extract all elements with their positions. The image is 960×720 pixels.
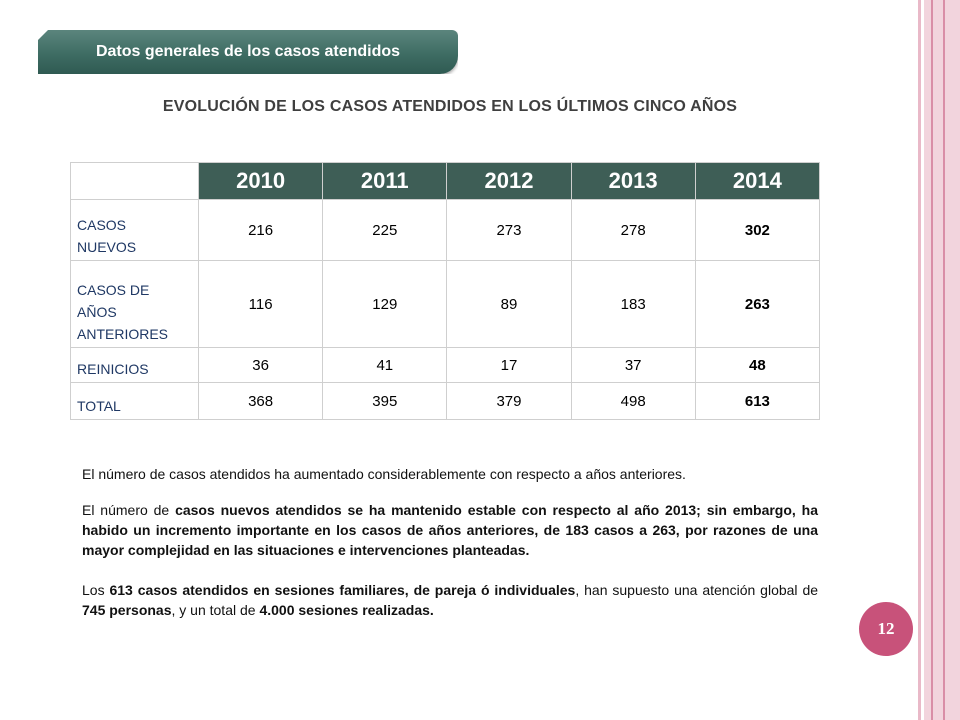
table-cell: 225 <box>323 200 447 261</box>
table-cell: 129 <box>323 261 447 348</box>
table-cell: 183 <box>571 261 695 348</box>
paragraph-totals: Los 613 casos atendidos en sesiones familiares, de pareja ó individuales, han supuesto una atención global de 745 personas, y un total de 4.000 sesiones realizadas. <box>82 582 819 618</box>
cases-table <box>70 162 820 420</box>
right-border-line <box>918 0 921 720</box>
table-cell: 368 <box>199 383 323 420</box>
right-border-line <box>943 0 945 720</box>
table-cell: 116 <box>199 261 323 348</box>
table-cell: 613 <box>695 383 819 420</box>
slide-title: EVOLUCIÓN DE LOS CASOS ATENDIDOS EN LOS ÚLTIMOS CINCO AÑOS <box>162 98 738 115</box>
table-cell: 216 <box>199 200 323 261</box>
table-row <box>71 261 820 348</box>
page-number-badge: 12 <box>859 602 913 656</box>
year-header: 2010 <box>199 163 323 200</box>
table-row <box>71 348 820 383</box>
table-row <box>71 200 820 261</box>
year-header: 2012 <box>447 163 571 200</box>
row-label: CASOS NUEVOS <box>71 200 199 261</box>
section-banner-label: Datos generales de los casos atendidos <box>95 43 401 60</box>
right-border-band <box>924 0 960 720</box>
table-cell: 36 <box>199 348 323 383</box>
table-cell: 263 <box>695 261 819 348</box>
right-border-line <box>931 0 933 720</box>
table-cell: 273 <box>447 200 571 261</box>
table-cell: 379 <box>447 383 571 420</box>
table-cell: 48 <box>695 348 819 383</box>
row-label: REINICIOS <box>71 348 199 383</box>
table-cell: 278 <box>571 200 695 261</box>
table-corner-cell <box>71 163 199 200</box>
table-cell: 37 <box>571 348 695 383</box>
paragraph-summary: El número de casos atendidos ha aumentado considerablemente con respecto a años anteriores. <box>82 466 686 482</box>
table-header-row <box>71 163 820 200</box>
table-cell: 395 <box>323 383 447 420</box>
row-label: TOTAL <box>71 383 199 420</box>
table-cell: 89 <box>447 261 571 348</box>
year-header: 2013 <box>571 163 695 200</box>
paragraph-new-cases: El número de casos nuevos atendidos se ha mantenido estable con respecto al año 2013; sin embargo, ha habido un incremento importante en los casos de años anteriores, de 183 casos a 263, por razones de una mayor complejidad en las situaciones e intervenciones planteadas. <box>82 502 818 558</box>
table-cell: 302 <box>695 200 819 261</box>
table-cell: 498 <box>571 383 695 420</box>
table-cell: 41 <box>323 348 447 383</box>
year-header: 2014 <box>695 163 819 200</box>
table-cell: 17 <box>447 348 571 383</box>
table-row <box>71 383 820 420</box>
row-label: CASOS DE AÑOS ANTERIORES <box>71 261 199 348</box>
year-header: 2011 <box>323 163 447 200</box>
